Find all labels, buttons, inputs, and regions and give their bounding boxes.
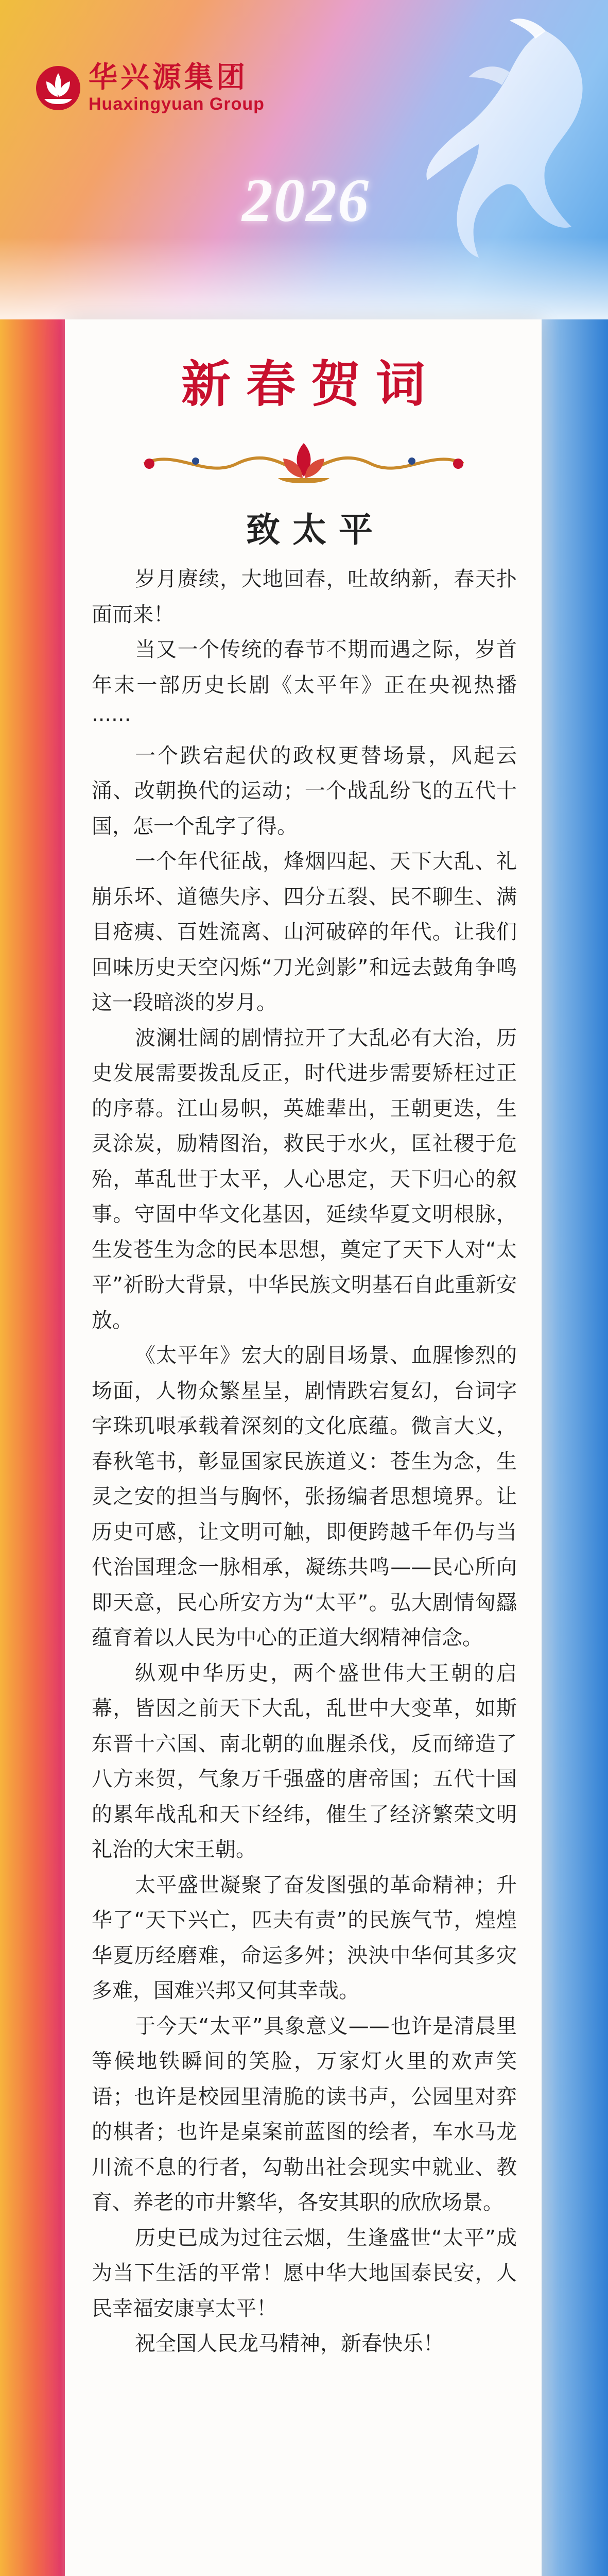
greeting-body — [92, 562, 517, 2362]
paragraph: 一个跌宕起伏的政权更替场景，风起云涌、改朝换代的运动；一个战乱纷飞的五代十国，怎一个乱字了得。 — [92, 743, 517, 838]
lotus-ornament-icon — [134, 438, 474, 484]
paragraph: 《太平年》宏大的剧目场景、血腥惨烈的场面，人物众繁星呈，剧情跌宕复幻，台词字字珠玑哏承载着深刻的文化底蕴。微言大义，春秋笔书，彰显国家民族道义：苍生为念，生灵之安的担当与胸怀，张扬编者思想境界。让历史可感，让文明可触，即便跨越千年仍与当代治国理念一脉相承，凝练共鸣——民心所向即天意，民心所安方为“太平”。弘大剧情匈羉蕴育着以人民为中心的正道大纲精神信念。 — [92, 1344, 517, 1650]
company-name-cn: 华兴源集团 — [89, 61, 248, 94]
greeting-heading: 致太平 — [246, 510, 385, 550]
paragraph: 一个年代征战，烽烟四起、天下大乱、礼崩乐坏、道德失序、四分五裂、民不聊生、满目疮痍、百姓流离、山河破碎的年代。让我们回味历史天空闪烁“刀光剑影”和远去鼓角争鸣这一段暗淡的岁月。 — [92, 850, 517, 1014]
title-block — [65, 345, 542, 416]
company-name-en: Huaxingyuan Group — [89, 94, 265, 114]
year-text: 2026 — [242, 166, 370, 234]
paragraph: 祝全国人民龙马精神，新春快乐！ — [135, 2332, 444, 2355]
lotus-logo-icon — [35, 65, 81, 111]
company-logo — [35, 62, 265, 114]
paragraph: 历史已成为过往云烟，生逢盛世“太平”成为当下生活的平常！愿中华大地国泰民安，人民幸福安康享太平！ — [92, 2226, 517, 2320]
paragraph: 纵观中华历史，两个盛世伟大王朝的启幕，皆因之前天下大乱，乱世中大变革，如斯东晋十六国、南北朝的血腥杀伐，反而缔造了八方来贺，气象万千强盛的唐帝国；五代十国的累年战乱和天下经纬，催生了经济繁荣文明礼治的大宋王朝。 — [92, 1661, 517, 1861]
paragraph: 太平盛世凝聚了奋发图强的革命精神；升华了“天下兴亡，匹夫有责”的民族气节，煌煌华夏历经磨难，命运多舛；泱泱中华何其多灾多难，国难兴邦又何其幸哉。 — [92, 1873, 517, 2003]
paragraph: 波澜壮阔的剧情拉开了大乱必有大治，历史发展需要拨乱反正，时代进步需要矫枉过正的序幕。江山易帜，英雄辈出，王朝更迭，生灵涂炭，励精图治，救民于水火，匡社稷于危殆，革乱世于太平，人心思定，天下归心的叙事。守固中华文化基因，延续华夏文明根脉，生发苍生为念的民本思想，奠定了天下人对“太平”祈盼大背景，中华民族文明基石自此重新安放。 — [92, 1026, 517, 1332]
paragraph: 岁月赓续，大地回春，吐故纳新，春天扑面而来！ — [92, 567, 517, 626]
paragraph: 当又一个传统的春节不期而遇之际，岁首年末一部历史长剧《太平年》正在央视热播······ — [92, 638, 517, 732]
page-title: 新春贺词 — [181, 355, 441, 413]
galloping-horse-icon — [391, 10, 607, 299]
paragraph: 于今天“太平”具象意义——也许是清晨里等候地铁瞬间的笑脸，万家灯火里的欢声笑语；也许是校园里清脆的读书声，公园里对弈的棋者；也许是桌案前蓝图的绘者，车水马龙川流不息的行者，勾勒出社会现实中就业、教育、养老的市井繁华，各安其职的欣欣场景。 — [92, 2014, 517, 2214]
